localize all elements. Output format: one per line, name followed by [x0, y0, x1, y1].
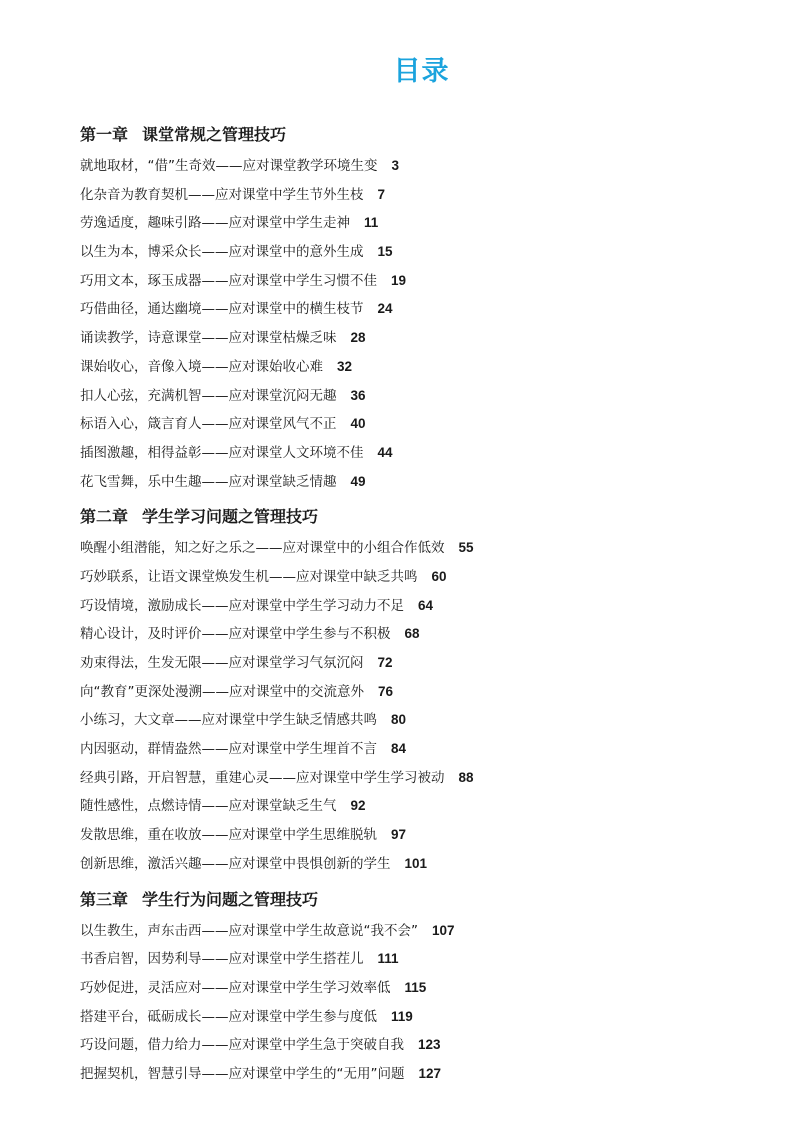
toc-entry[interactable] [80, 764, 780, 793]
toc-entry-page-number: 49 [350, 473, 366, 489]
chapter-number: 第二章 [80, 507, 129, 527]
page-title: 目录 [393, 56, 450, 87]
toc-entry-title: 巧妙联系，让语文课堂焕发生机——应对课堂中缺乏共鸣 [80, 568, 418, 585]
toc-entry-page-number: 28 [350, 330, 366, 346]
toc-entry-title: 内因驱动，群情盎然——应对课堂中学生埋首不言 [80, 741, 377, 758]
toc-entry-title: 插图激趣，相得益彰——应对课堂人文环境不佳 [80, 444, 364, 461]
toc-entry-title: 课始收心，音像入境——应对课始收心难 [80, 358, 323, 375]
toc-entry-page-number: 68 [404, 626, 420, 642]
toc-entry-title: 化杂音为教育契机——应对课堂中学生节外生枝 [80, 186, 364, 203]
toc-entry[interactable] [80, 917, 780, 946]
toc-entry-title: 劳逸适度，趣味引路——应对课堂中学生走神 [80, 215, 350, 232]
toc-entry-page-number: 111 [377, 951, 399, 967]
toc-entry-title: 精心设计，及时评价——应对课堂中学生参与不积极 [80, 626, 391, 643]
toc-entry[interactable] [80, 1003, 780, 1032]
toc-entry-title: 诵读教学，诗意课堂——应对课堂枯燥乏味 [80, 330, 337, 347]
toc-entry-page-number: 88 [458, 769, 474, 785]
toc-entry-title: 唤醒小组潜能，知之好之乐之——应对课堂中的小组合作低效 [80, 540, 445, 557]
toc-entry[interactable] [80, 850, 780, 879]
toc-entry[interactable] [80, 620, 780, 649]
toc-entry-page-number: 80 [391, 712, 407, 728]
toc-entry-page-number: 7 [377, 186, 386, 202]
toc-entry-title: 创新思维，激活兴趣——应对课堂中畏惧创新的学生 [80, 855, 391, 872]
toc-entry-title: 就地取材，“借”生奇效——应对课堂教学环境生变 [80, 158, 378, 174]
toc-entry[interactable] [80, 821, 780, 850]
toc-entry[interactable] [80, 792, 780, 821]
toc-entry-title: 以生为本，博采众长——应对课堂中的意外生成 [80, 244, 364, 261]
toc-entry-page-number: 11 [364, 215, 379, 231]
toc-entry-title: 向“教育”更深处漫溯——应对课堂中的交流意外 [80, 683, 364, 700]
toc-entry-page-number: 32 [337, 358, 353, 374]
toc-entry-title: 扣人心弦，充满机智——应对课堂沉闷无趣 [80, 387, 337, 404]
toc-entry[interactable] [80, 382, 780, 411]
toc-entry-page-number: 64 [418, 597, 434, 613]
toc-entry[interactable] [80, 410, 780, 439]
toc-entry[interactable] [80, 353, 780, 382]
toc-entry-title: 劝束得法，生发无限——应对课堂学习气氛沉闷 [80, 655, 364, 671]
toc-entry-title: 书香启智，因势利导——应对课堂中学生搭茬儿 [80, 951, 364, 968]
toc-entry-title: 发散思维，重在收放——应对课堂中学生思维脱轨 [80, 827, 377, 844]
toc-entry[interactable] [80, 678, 780, 707]
toc-entry-page-number: 101 [404, 855, 428, 871]
toc-entry-title: 经典引路，开启智慧，重建心灵——应对课堂中学生学习被动 [80, 769, 445, 786]
toc-entry[interactable] [80, 706, 780, 735]
toc-entry[interactable] [80, 974, 780, 1003]
chapter-title: 学生学习问题之管理技巧 [142, 507, 319, 527]
chapter-heading[interactable] [80, 118, 780, 152]
toc-entry-page-number: 72 [377, 655, 393, 670]
toc-entry-page-number: 84 [391, 741, 407, 757]
chapter-heading[interactable] [80, 500, 780, 534]
toc-entry[interactable] [80, 439, 780, 468]
toc-entry-page-number: 40 [350, 416, 366, 432]
chapter-number: 第三章 [80, 889, 129, 909]
toc-entry-page-number: 15 [377, 244, 393, 260]
toc-entry[interactable] [80, 209, 780, 238]
toc-entry[interactable] [80, 181, 780, 210]
toc-entry-title: 巧设问题，借力给力——应对课堂中学生急于突破自我 [80, 1037, 404, 1054]
toc-entry-page-number: 76 [378, 683, 394, 699]
toc-entry[interactable] [80, 1060, 780, 1089]
toc-entry[interactable] [80, 534, 780, 563]
toc-entry-title: 小练习，大文章——应对课堂中学生缺乏情感共鸣 [80, 712, 377, 729]
toc-entry[interactable] [80, 945, 780, 974]
toc-entry[interactable] [80, 1031, 780, 1060]
toc-entry-title: 巧借曲径，通达幽境——应对课堂中的横生枝节 [80, 301, 364, 318]
toc-entry-title: 以生教生，声东击西——应对课堂中学生故意说“我不会” [80, 922, 418, 939]
toc-entry-title: 搭建平台，砥砺成长——应对课堂中学生参与度低 [80, 1008, 377, 1025]
toc-entry-page-number: 36 [350, 387, 366, 403]
toc-entry-title: 随性感性，点燃诗情——应对课堂缺乏生气 [80, 798, 337, 815]
toc-entry[interactable] [80, 324, 780, 353]
toc-entry[interactable] [80, 238, 780, 267]
toc-entry-page-number: 115 [404, 979, 427, 995]
toc-entry-title: 巧用文本，琢玉成器——应对课堂中学生习惯不佳 [80, 272, 377, 289]
toc-entry-page-number: 97 [391, 827, 407, 843]
toc-entry[interactable] [80, 152, 780, 181]
toc-entry[interactable] [80, 563, 780, 592]
toc-entry-page-number: 24 [377, 301, 393, 317]
toc-entry[interactable] [80, 649, 780, 678]
toc-entry[interactable] [80, 468, 780, 497]
toc-entry-title: 标语入心，箴言育人——应对课堂风气不正 [80, 416, 337, 433]
toc-entry[interactable] [80, 295, 780, 324]
toc-entry-title: 巧妙促进，灵活应对——应对课堂中学生学习效率低 [80, 979, 391, 996]
toc-entry-page-number: 92 [350, 798, 366, 814]
toc-entry-page-number: 123 [418, 1037, 441, 1053]
toc-entry-title: 花飞雪舞，乐中生趣——应对课堂缺乏情趣 [80, 473, 337, 490]
chapter-title: 学生行为问题之管理技巧 [142, 889, 319, 909]
toc-entry[interactable] [80, 267, 780, 296]
chapter-heading[interactable] [80, 883, 780, 917]
toc-entry-page-number: 60 [431, 568, 447, 584]
toc-entry-page-number: 119 [391, 1008, 413, 1024]
toc-entry-page-number: 3 [391, 158, 400, 173]
toc-entry-page-number: 19 [391, 272, 407, 288]
toc-entry-page-number: 107 [432, 922, 455, 938]
table-of-contents [80, 118, 780, 1089]
toc-entry-page-number: 44 [377, 444, 393, 460]
chapter-number: 第一章 [80, 125, 129, 144]
toc-entry-page-number: 55 [458, 540, 474, 556]
toc-entry[interactable] [80, 592, 780, 621]
toc-entry-title: 巧设情境，激励成长——应对课堂中学生学习动力不足 [80, 597, 404, 614]
chapter-title: 课堂常规之管理技巧 [142, 125, 287, 144]
toc-entry-title: 把握契机，智慧引导——应对课堂中学生的“无用”问题 [80, 1065, 405, 1082]
toc-entry[interactable] [80, 735, 780, 764]
toc-entry-page-number: 127 [418, 1065, 442, 1081]
